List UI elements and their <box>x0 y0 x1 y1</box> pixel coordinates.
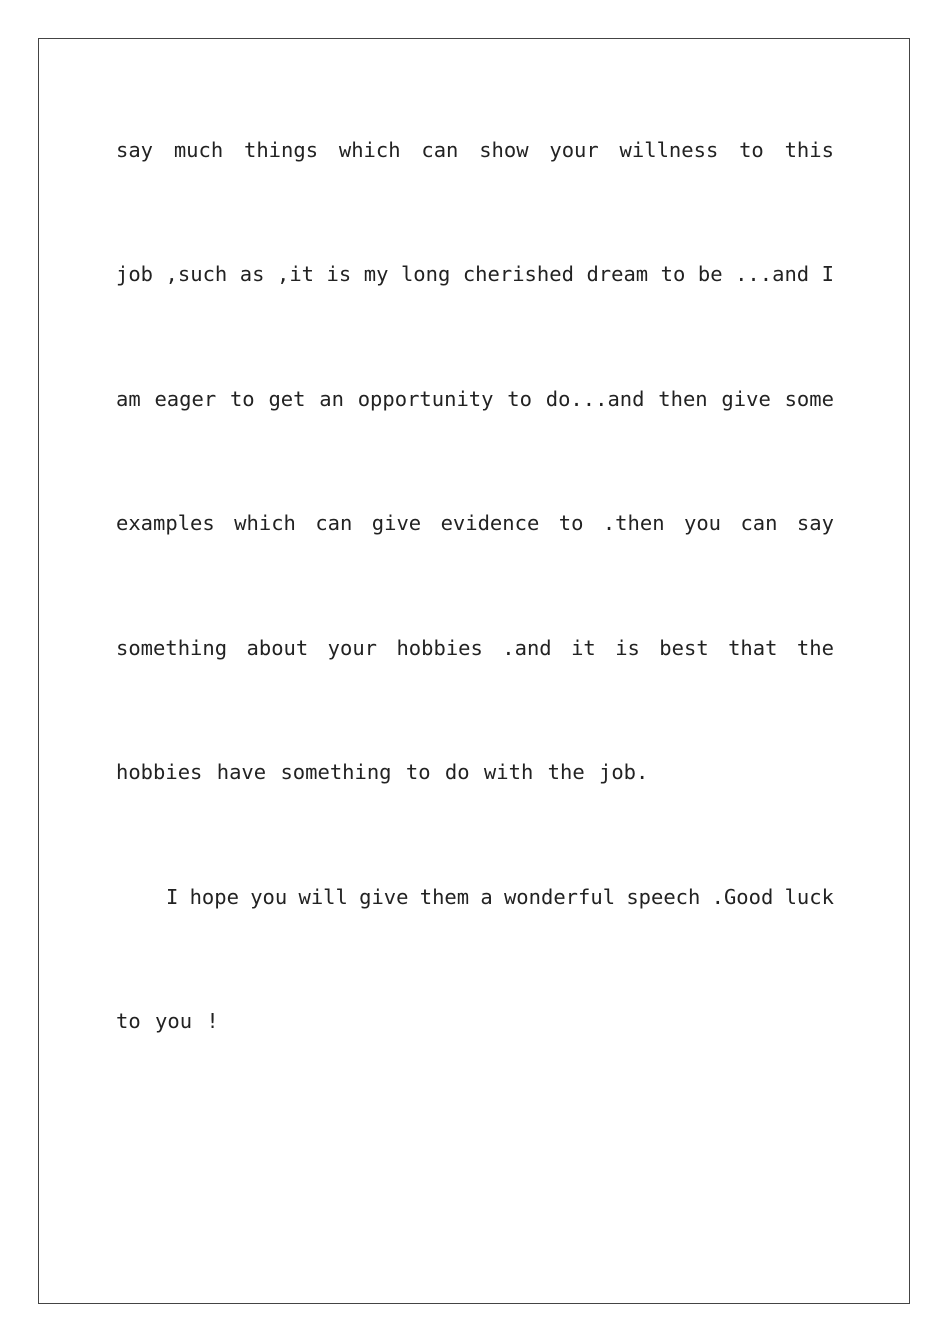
paragraph-line <box>116 136 834 164</box>
word: them <box>419 885 470 909</box>
word: to <box>507 387 532 411</box>
word: is <box>615 636 640 660</box>
word: .Good <box>711 885 774 909</box>
paragraph-line <box>166 883 834 911</box>
paragraph-line: to you ! <box>116 1009 219 1033</box>
word: can <box>421 138 459 162</box>
word: luck <box>784 885 834 909</box>
word: my <box>363 262 389 286</box>
word: hope <box>189 885 239 909</box>
word: you <box>250 885 288 909</box>
word: I <box>821 262 834 286</box>
word: be <box>697 262 723 286</box>
paragraph-line: hobbies have something to do with the job. <box>116 760 649 784</box>
word: will <box>298 885 348 909</box>
word: speech <box>626 885 701 909</box>
word: opportunity <box>357 387 494 411</box>
word: your <box>327 636 378 660</box>
word: .and <box>502 636 552 660</box>
word: an <box>319 387 344 411</box>
word: show <box>479 138 529 162</box>
word: ...and <box>735 262 810 286</box>
word: which <box>338 138 401 162</box>
word: get <box>268 387 306 411</box>
word: to <box>739 138 764 162</box>
word: this <box>784 138 834 162</box>
word: say <box>796 511 834 535</box>
word: things <box>244 138 319 162</box>
paragraph-line <box>116 509 834 537</box>
word: to <box>660 262 686 286</box>
word: much <box>173 138 224 162</box>
word: best <box>659 636 709 660</box>
word: ,such <box>165 262 228 286</box>
word: can <box>740 511 778 535</box>
word: wonderful <box>503 885 616 909</box>
word: something <box>116 636 228 660</box>
word: job <box>116 262 154 286</box>
word: give <box>359 885 409 909</box>
word: examples <box>116 511 215 535</box>
word: the <box>796 636 834 660</box>
word: it <box>571 636 596 660</box>
word: which <box>234 511 296 535</box>
word: .then <box>602 511 665 535</box>
word: is <box>326 262 352 286</box>
word: willness <box>619 138 719 162</box>
word: a <box>480 885 493 909</box>
word: eager <box>154 387 217 411</box>
word: to <box>558 511 584 535</box>
word: hobbies <box>396 636 483 660</box>
word: ,it <box>276 262 315 286</box>
word: cherished <box>462 262 574 286</box>
word: say <box>116 138 154 162</box>
word: dream <box>586 262 649 286</box>
paragraph-line <box>116 385 834 413</box>
word: I <box>166 885 179 909</box>
word: you <box>683 511 722 535</box>
word: your <box>549 138 599 162</box>
word: give <box>721 387 771 411</box>
word: that <box>728 636 778 660</box>
paragraph-line <box>116 260 834 288</box>
paragraph-line <box>116 634 834 662</box>
word: am <box>116 387 141 411</box>
word: as <box>239 262 265 286</box>
word: about <box>246 636 309 660</box>
word: do...and <box>545 387 645 411</box>
word: some <box>784 387 834 411</box>
word: long <box>400 262 451 286</box>
word: give <box>371 511 422 535</box>
word: to <box>229 387 255 411</box>
page-border <box>38 38 910 1304</box>
word: can <box>315 511 353 535</box>
word: then <box>658 387 708 411</box>
word: evidence <box>440 511 540 535</box>
